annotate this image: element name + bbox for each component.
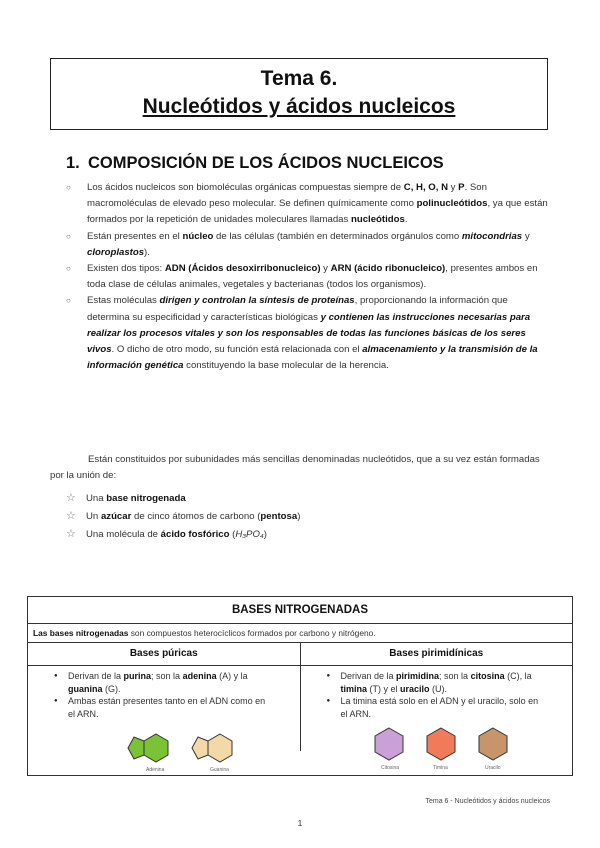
page-number: 1 [297,818,303,828]
component-text [86,529,267,540]
uracil-ring [479,728,507,760]
text-run: (T) y el [367,683,401,694]
text-run: (U). [429,683,448,694]
component-text [86,511,300,522]
text-run: base nitrogenada [106,493,186,504]
adenine-five-ring [128,737,144,759]
uracil-molecule [479,728,507,771]
text-run: Una molécula de [86,529,161,540]
text-run: adenina [182,671,217,681]
text-run: mitocondrias [461,230,523,242]
text-run: núcleo [182,230,214,242]
bases-table [27,596,573,776]
table-header: BASES NITROGENADAS [28,597,572,624]
text-run: de las células (también en determinados orgánulos como [213,230,462,242]
star-icon: ☆ [66,528,76,540]
list-item [68,695,268,720]
text-run: ADN (Ácidos desoxirribonucleico) [164,263,321,275]
text-run: Los ácidos nucleicos son biomoléculas orgánicas compuestas siempre de [87,182,404,193]
pyrimidine-column [301,643,573,771]
molecule-label: Adenina [146,767,165,772]
list-item [66,508,300,526]
table-columns [28,643,572,772]
text-run: Ambas están presentes tanto en el ADN como en el ARN. [68,696,266,719]
text-run: (C), la [504,671,532,681]
text-run: timina [340,683,368,694]
text-run: Una [86,493,107,504]
cytosine-molecule [375,728,403,771]
text-run: ( [229,529,236,540]
text-run: Derivan de la [340,671,397,681]
text-run: La timina está solo en el ADN y el uracilo, solo en el ARN. [340,696,539,719]
text-run: azúcar [100,511,132,522]
text-run: pentosa [260,511,298,522]
cytosine-ring [375,728,403,760]
adenine-molecule [128,734,168,772]
text-run: , presentes ambos en toda clase de células animales, vegetales y bacterianas (todos los organismos). [87,263,538,291]
guanine-five-ring [192,737,208,759]
component-text [86,493,186,504]
section-heading [66,154,444,173]
list-item [66,293,550,374]
text-run: Están presentes en el [87,230,183,242]
list-item [66,526,300,544]
list-item [66,261,550,293]
title-box [50,58,548,130]
molecule-label: Guanina [210,767,229,772]
text-run: (G). [102,683,121,694]
text-run: ) [297,511,301,522]
pyrimidine-list [301,670,541,720]
components-intro-paragraph: Están constituidos por subunidades más sencillas denominadas nucleótidos, que a su vez están formadas por la unión de: [50,454,540,481]
text-run: ) [263,529,267,540]
text-run: de cinco átomos de carbono ( [131,511,261,522]
text-run: Existen dos tipos: [87,263,165,275]
text-run: almacenamiento y la transmisión de la información genética [87,344,538,372]
text-run: Las bases nitrogenadas [33,628,129,638]
list-item [341,670,541,695]
text-run: C, H, O, N [403,182,449,193]
molecule-label: Timina [432,765,448,771]
text-run: P [458,182,465,193]
text-run: y [320,263,331,275]
thymine-ring [427,728,455,760]
text-run: purina [123,671,152,681]
thymine-molecule [427,728,455,771]
text-run: dirigen y controlan la síntesis de proteínas [159,295,355,307]
text-run: . [404,214,408,226]
purine-column [28,643,301,772]
text-run: nucleótidos [350,214,405,226]
molecule-label: Citosina [380,765,399,771]
document-title: Tema 6. [260,67,338,90]
text-run: ). [144,246,150,258]
text-run: guanina [68,683,103,694]
table-description [28,624,572,643]
text-run: ARN (ácido ribonucleico) [330,263,446,275]
text-run: , ya que están formados por la repetición de unidades moleculares llamadas [87,198,548,226]
list-item [66,180,550,229]
intro-bullet-list [66,180,550,374]
text-run: , proporcionando la información que determina su especificidad y características biológicas [87,295,508,323]
document-subtitle: Nucleótidos y ácidos nucleicos [142,95,456,118]
text-run: son compuestos heterocíclicos formados por carbono y nitrógeno. [128,628,376,638]
text-run: constituyendo la base molecular de la herencia. [183,360,389,372]
text-run: polinucleótidos [416,198,488,210]
text-run: ácido fosfórico [160,529,230,540]
text-run: Estas moléculas [87,295,160,307]
text-run: (A) y la [216,671,248,681]
pyrimidine-heading: Bases pirimidínicas [301,643,573,666]
text-run: ; son la [151,671,183,681]
text-run: ; son la [439,671,471,681]
text-run: citosina [470,671,505,681]
text-run: cloroplastos [87,246,145,258]
star-icon: ☆ [66,492,76,504]
text-run: y [522,230,530,242]
adenine-six-ring [144,734,168,762]
purine-heading: Bases púricas [28,643,300,666]
list-item [68,670,268,695]
text-run: . O dicho de otro modo, su función está relacionada con el [111,344,363,356]
guanine-six-ring [208,734,232,762]
section-title: COMPOSICIÓN DE LOS ÁCIDOS NUCLEICOS [88,154,444,172]
list-item [66,490,300,508]
components-list [66,490,300,544]
purine-molecules-figure [124,728,264,772]
molecule-label: Uracilo [484,765,501,771]
page-footer: Tema 6 - Nucleótidos y ácidos nucleicos [425,798,550,805]
text-run: . Son macromoléculas de elevado peso molecular. Se definen químicamente como [87,182,487,210]
text-run: Un [86,511,101,522]
section-number: 1. [66,154,80,172]
text-run: y [448,182,459,193]
list-item [341,695,541,720]
list-item [66,229,550,261]
text-run: Derivan de la [68,671,124,681]
guanine-molecule [192,734,232,772]
text-run: uracilo [400,683,430,694]
purine-list [28,670,268,720]
text-run: pirimidina [396,671,440,681]
text-run: H₃PO₄ [235,529,264,540]
text-run: y contienen las instrucciones necesarias para realizar los procesos vitales y son los responsables de todas las funciones básicas de los seres vivos [87,311,531,356]
star-icon: ☆ [66,510,76,522]
pyrimidine-molecules-figure [371,723,521,771]
